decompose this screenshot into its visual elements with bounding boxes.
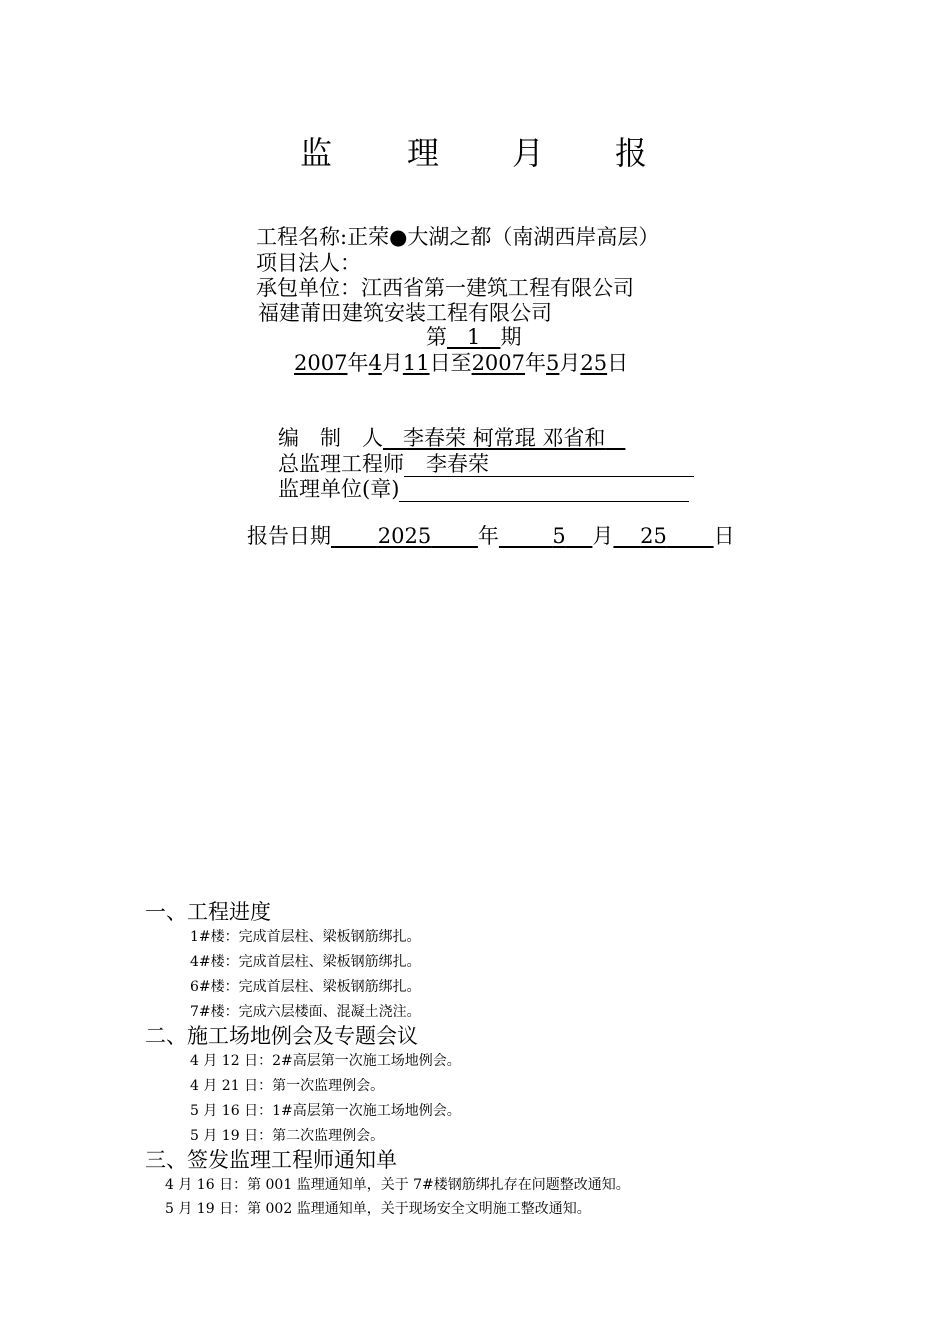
compiler-label: 编 制 人 [278, 426, 383, 450]
chief-engineer-row [278, 451, 694, 477]
period-end-year: 2007 [471, 351, 526, 375]
title-char-1: 监 [300, 134, 333, 172]
title-char-4: 报 [615, 134, 648, 172]
period-start-month: 4 [368, 351, 382, 375]
list-item: 4 月 12 日：2#高层第一次施工场地例会。 [190, 1053, 461, 1069]
title-char-2: 理 [407, 134, 440, 172]
supervision-unit-label: 监理单位(章) [278, 477, 400, 501]
list-item: 5 月 16 日：1#高层第一次施工场地例会。 [190, 1103, 461, 1119]
compiler-row [278, 425, 625, 451]
section-heading-notices: 三、签发监理工程师通知单 [145, 1148, 397, 1172]
issue-number-line [426, 324, 521, 350]
report-period: 2007年4月11日至2007年5月25日 [294, 351, 629, 375]
report-date-row: 报告日期 2025 年 5 月 25 日 [247, 524, 735, 548]
report-month: 5 [552, 524, 566, 548]
title-char-3: 月 [512, 134, 545, 172]
report-date-label: 报告日期 [247, 524, 331, 548]
issue-suffix: 期 [500, 325, 522, 349]
list-item: 4 月 21 日：第一次监理例会。 [190, 1078, 385, 1094]
supervision-unit-row [278, 476, 689, 502]
project-name: 工程名称:正荣●大湖之都（南湖西岸高层） [256, 225, 660, 249]
period-start-year: 2007 [294, 351, 348, 375]
list-item: 5 月 19 日：第 002 监理通知单，关于现场安全文明施工整改通知。 [165, 1201, 591, 1217]
chief-engineer-value: 李春荣 [404, 454, 694, 477]
report-year: 2025 [377, 524, 432, 548]
section-heading-meetings: 二、施工场地例会及专题会议 [145, 1024, 418, 1048]
compiler-value: 李春荣 柯常琨 邓省和 [403, 426, 606, 450]
supervision-unit-stamp-line [399, 479, 689, 502]
project-owner: 项目法人： [256, 251, 361, 275]
section-heading-progress: 一、工程进度 [145, 900, 271, 924]
list-item: 7#楼：完成六层楼面、混凝土浇注。 [190, 1004, 421, 1020]
list-item: 6#楼：完成首层柱、梁板钢筋绑扎。 [190, 979, 421, 995]
report-day: 25 [640, 524, 667, 548]
period-start-day: 11 [402, 351, 430, 375]
list-item: 1#楼：完成首层柱、梁板钢筋绑扎。 [190, 929, 421, 945]
list-item: 4#楼：完成首层柱、梁板钢筋绑扎。 [190, 954, 421, 970]
chief-engineer-label: 总监理工程师 [278, 452, 404, 476]
issue-prefix: 第 [426, 325, 447, 349]
period-end-month: 5 [546, 351, 560, 375]
list-item: 5 月 19 日：第二次监理例会。 [190, 1128, 385, 1144]
period-end-day: 25 [580, 351, 608, 375]
list-item: 4 月 16 日：第 001 监理通知单，关于 7#楼钢筋绑扎存在问题整改通知。 [165, 1177, 630, 1193]
issue-number: 1 [467, 325, 481, 349]
contractor-2: 福建莆田建筑安装工程有限公司 [258, 301, 552, 325]
contractor: 承包单位：江西省第一建筑工程有限公司 [256, 276, 634, 300]
